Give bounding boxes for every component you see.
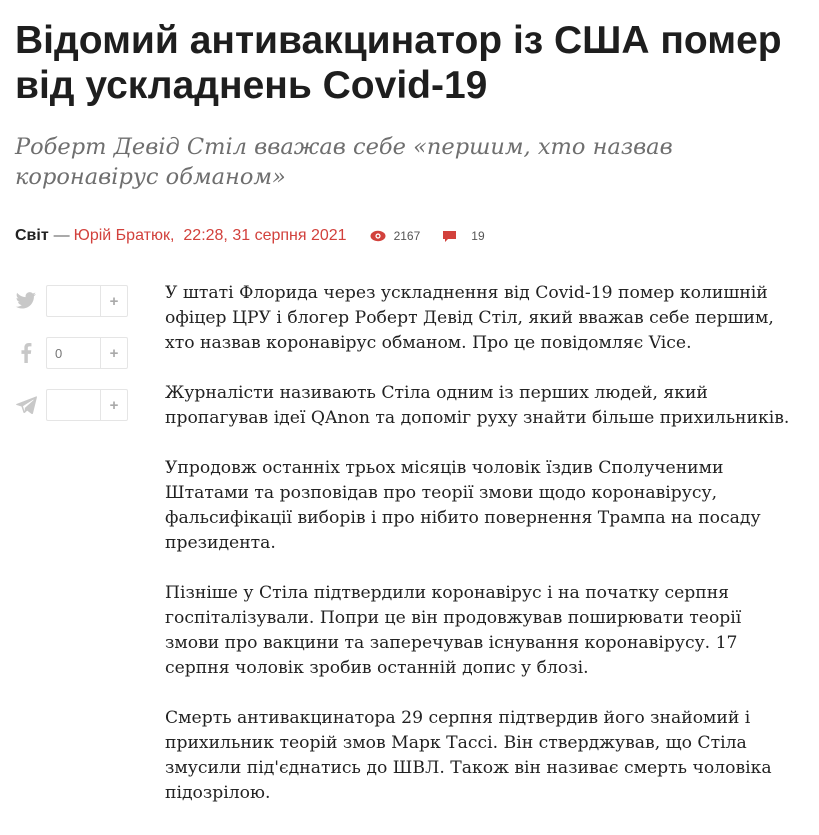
article-body xyxy=(165,281,795,831)
telegram-plus-button[interactable]: + xyxy=(100,390,127,420)
twitter-plus-button[interactable]: + xyxy=(100,286,127,316)
comments-count: 19 xyxy=(471,229,485,243)
views-counter xyxy=(370,229,421,243)
comments-counter[interactable] xyxy=(442,229,484,243)
eye-icon xyxy=(370,230,386,242)
facebook-counter-box[interactable] xyxy=(46,337,128,369)
facebook-plus-button[interactable]: + xyxy=(100,338,127,368)
views-count: 2167 xyxy=(393,229,421,243)
facebook-count: 0 xyxy=(55,345,63,361)
twitter-counter-box[interactable] xyxy=(46,285,128,317)
article-paragraph: У штаті Флорида через ускладнення від Covid-19 помер колишній офіцер ЦРУ і блогер Роберт Девід Стіл, який вважав себе першим, хто назвав коронавірус обманом. Про це повідомляє Vice. xyxy=(165,283,774,353)
share-twitter[interactable] xyxy=(14,284,134,318)
article-meta xyxy=(15,225,485,247)
comment-icon xyxy=(442,230,457,243)
telegram-icon[interactable] xyxy=(14,393,38,417)
telegram-counter-box[interactable] xyxy=(46,389,128,421)
article-paragraph: Журналісти називають Стіла одним із перших людей, який пропагував ідеї QAnon та допоміг руху знайти більше прихильників. xyxy=(165,383,790,428)
publish-datetime: 22:28, 31 серпня 2021 xyxy=(183,227,347,244)
article-paragraph: Пізніше у Стіла підтвердили коронавірус і на початку серпня госпіталізували. Попри це він продовжував поширювати теорії змови про вакцини та заперечував існування коронавірусу. 17 серпня чоловік зробив останній допис у блозі. xyxy=(165,583,742,678)
section-link[interactable]: Світ xyxy=(15,227,49,244)
share-panel xyxy=(14,284,134,440)
article-paragraph: Упродовж останніх трьох місяців чоловік їздив Сполученими Штатами та розповідав про теорії змови щодо коронавірусу, фальсифікації виборів і про нібито повернення Трампа на посаду президента. xyxy=(165,458,761,553)
facebook-icon[interactable] xyxy=(14,341,38,365)
meta-separator: — xyxy=(53,227,70,244)
article-subtitle: Роберт Девід Стіл вважав себе «першим, хто назвав коронавірус обманом» xyxy=(15,134,673,190)
share-facebook[interactable] xyxy=(14,336,134,370)
article-title: Відомий антивакцинатор із США помер від ускладнень Covid-19 xyxy=(15,19,782,107)
article-paragraph: Смерть антивакцинатора 29 серпня підтвердив його знайомий і прихильник теорій змов Марк Тассі. Він стверджував, що Стіла змусили під'єднатись до ШВЛ. Також він називає смерть чоловіка підозрілою. xyxy=(165,708,772,803)
share-telegram[interactable] xyxy=(14,388,134,422)
author-link[interactable]: Юрій Братюк, xyxy=(73,227,175,244)
twitter-icon[interactable] xyxy=(14,289,38,313)
